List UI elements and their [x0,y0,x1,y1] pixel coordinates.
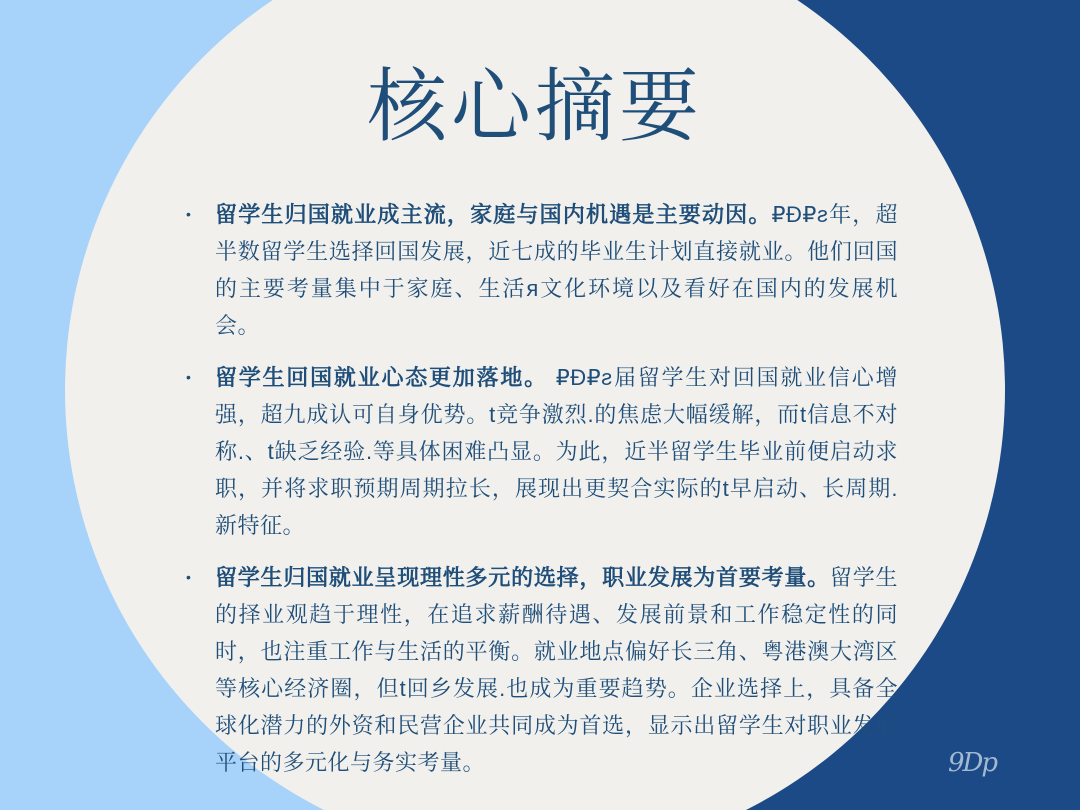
bullet-body-2: ₽Đ₽ƨ届留学生对回国就业信心增强，超九成认可自身优势。t竞争激烈.的焦虑大幅缓解，而t信息不对称.、t缺乏经验.等具体困难凸显。为此，近半留学生毕业前便启动求职，并将求职预期周期拉长，展现出更契合实际的t早启动、长周期.新特征。 [215,365,898,538]
bullet-item-2 [186,359,898,544]
bullet-text-2 [215,359,898,544]
bullet-item-3 [186,559,898,781]
bullet-lead-3: 留学生归国就业呈现理性多元的选择，职业发展为首要考量。 [215,565,830,590]
bullet-body-3: 留学生的择业观趋于理性，在追求薪酬待遇、发展前景和工作稳定性的同时，也注重工作与生活的平衡。就业地点偏好长三角、粤港澳大湾区等核心经济圈，但t回乡发展.也成为重要趋势。企业选择上，具备全球化潜力的外资和民营企业共同成为首选，显示出留学生对职业发展平台的多元化与务实考量。 [215,565,898,775]
bullet-dot: • [186,206,191,222]
bullet-dot: • [186,369,191,385]
bullet-lead-2: 留学生回国就业心态更加落地。 [215,365,548,390]
watermark-logo: 9Dp [948,748,997,778]
bullet-text-1 [215,196,898,344]
slide-title: 核心摘要 [367,62,703,151]
bullet-lead-1: 留学生归国就业成主流，家庭与国内机遇是主要动因。 [215,202,772,227]
bullet-body-1: ₽Đ₽ƨ年，超半数留学生选择回国发展，近七成的毕业生计划直接就业。他们回国的主要考量集中于家庭、生活я文化环境以及看好在国内的发展机会。 [215,202,898,338]
bullet-list [186,196,898,796]
bullet-item-1 [186,196,898,344]
bullet-dot: • [186,569,191,585]
bullet-text-3 [215,559,898,781]
